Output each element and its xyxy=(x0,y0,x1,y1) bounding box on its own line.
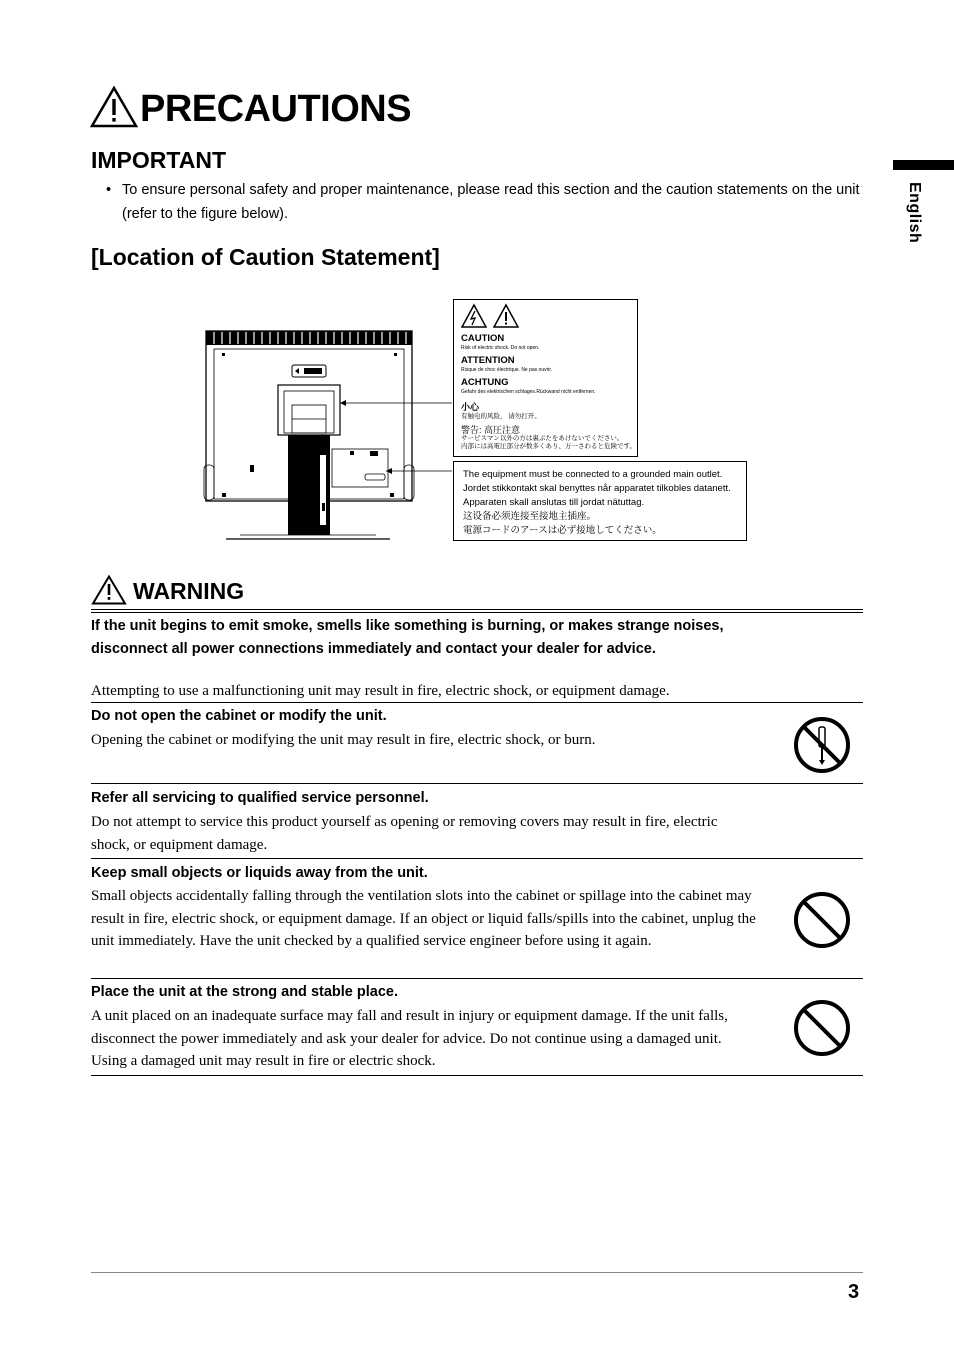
warning-triangle-icon xyxy=(90,86,138,128)
important-bullet xyxy=(106,178,866,226)
warning-top-rule xyxy=(91,609,863,610)
warning-bottom-rule xyxy=(91,1075,863,1076)
grounding-line: 这设备必须连接至接地主插座。 xyxy=(463,511,597,522)
location-heading: [Location of Caution Statement] xyxy=(91,244,440,270)
grounding-label xyxy=(453,461,747,541)
label-achtung: ACHTUNG xyxy=(461,377,509,388)
label-jp-sub1: サービスマン以外の方は裏ぶたをあけないでください。 xyxy=(461,435,624,442)
footer-rule xyxy=(91,1272,863,1273)
warning-heading-row xyxy=(91,574,244,605)
page-number: 3 xyxy=(848,1281,860,1303)
grounding-line: The equipment must be connected to a grounded main outlet. xyxy=(463,469,723,480)
electric-shock-warning-icon xyxy=(460,303,488,329)
warning-divider xyxy=(91,702,863,703)
warning-item-title: Do not open the cabinet or modify the unit. xyxy=(91,708,387,724)
warning-top-rule xyxy=(91,612,863,613)
label-jp-head: 警告: 高圧注意 xyxy=(461,425,521,435)
grounding-line: Apparaten skall anslutas till jordat nätuttag. xyxy=(463,497,645,508)
caution-label xyxy=(453,299,638,457)
warning-item-title: Keep small objects or liquids away from the unit. xyxy=(91,865,428,881)
caution-triangle-icon xyxy=(492,303,520,329)
label-attention: ATTENTION xyxy=(461,355,515,366)
monitor-rear-figure xyxy=(200,325,460,545)
warning-item-body: Attempting to use a malfunctioning unit may result in fire, electric shock, or equipment damage. xyxy=(91,683,670,699)
label-zh-sub: 有触电的风险， 请勿打开。 xyxy=(461,413,541,420)
language-tab-bar xyxy=(893,160,954,170)
label-jp-sub2: 内部には高電圧部分が数多くあり、万一さわると危険です。 xyxy=(461,443,636,450)
language-tab-label: English xyxy=(906,182,923,244)
warning-divider xyxy=(91,978,863,979)
warning-triangle-icon xyxy=(91,575,127,605)
grounding-line: 電源コードのアースは必ず接地してください。 xyxy=(463,525,662,536)
label-caution: CAUTION xyxy=(461,333,505,344)
label-caution-sub: Risk of electric shock. Do not open. xyxy=(461,345,540,351)
warning-divider xyxy=(91,858,863,859)
warning-divider xyxy=(91,783,863,784)
bullet-marker: • xyxy=(106,182,112,198)
warning-item-body: Opening the cabinet or modifying the unit may result in fire, electric shock, or burn. xyxy=(91,732,596,748)
page-title: PRECAUTIONS xyxy=(140,88,412,130)
label-symbols xyxy=(460,303,520,329)
grounding-line: Jordet stikkontakt skal benyttes når apparatet tilkobles datanett. xyxy=(463,483,731,494)
warning-item-body: Small objects accidentally falling through the ventilation slots into the cabinet or spillage into the cabinet may result in fire, electric shock, or equipment damage. If an object or liquid falls/spills into the cabinet, unplug the unit immediately. Have the unit checked by a qualified service engineer before using it again. xyxy=(91,888,756,950)
warning-heading: WARNING xyxy=(133,578,245,604)
important-bullet-text: To ensure personal safety and proper maintenance, please read this section and the caution statements on the unit (refer to the figure below). xyxy=(122,182,860,222)
warning-item-body: Do not attempt to service this product yourself as opening or removing covers may result in fire, electric shock, or equipment damage. xyxy=(91,814,718,853)
important-heading: IMPORTANT xyxy=(91,147,227,173)
warning-item-title: If the unit begins to emit smoke, smells like something is burning, or makes strange noises, disconnect all power connections immediately and contact your dealer for advice. xyxy=(91,618,724,657)
label-achtung-sub: Gefahr des elektrischen schlages.Rückwand nicht entfernen. xyxy=(461,389,596,395)
page-title-row xyxy=(90,86,411,128)
label-zh-head: 小心 xyxy=(461,402,480,412)
warning-item-title: Place the unit at the strong and stable place. xyxy=(91,984,398,1000)
no-disassembly-icon xyxy=(792,715,852,775)
prohibition-icon xyxy=(792,998,852,1058)
warning-item-title: Refer all servicing to qualified service personnel. xyxy=(91,790,429,806)
label-attention-sub: Risque de choc électrique. Ne pas ouvrir. xyxy=(461,367,553,373)
prohibition-icon xyxy=(792,890,852,950)
warning-item-body: A unit placed on an inadequate surface may fall and result in injury or equipment damage. If the unit falls, disconnect the power immediately and ask your dealer for advice. Do not continue using a damaged unit. Using a damaged unit may result in fire or electric shock. xyxy=(91,1008,728,1070)
